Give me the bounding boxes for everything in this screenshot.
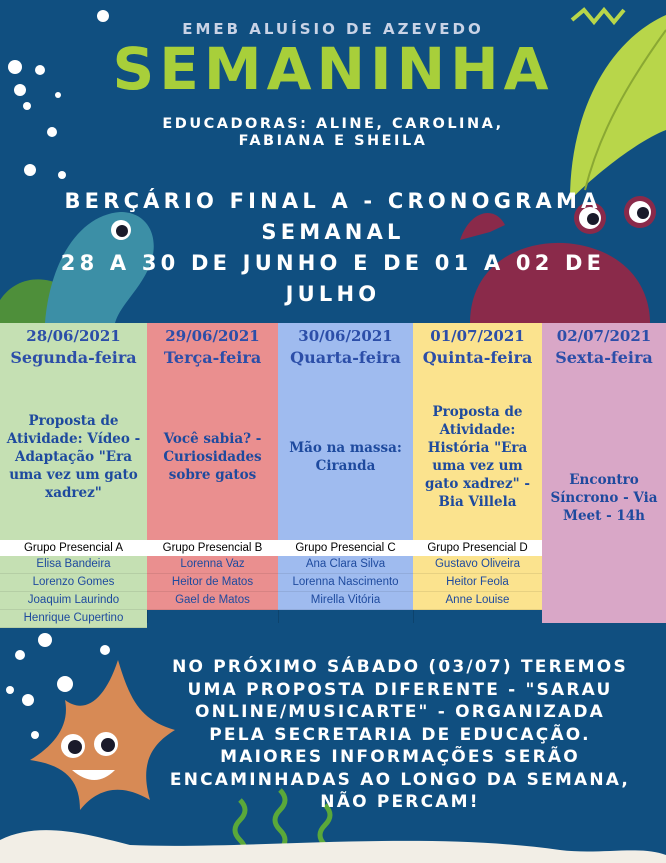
student-name: Gustavo Oliveira <box>413 556 542 574</box>
schedule-table <box>0 323 666 623</box>
column-date: 30/06/2021 <box>298 327 393 345</box>
announcement-line: NO PRÓXIMO SÁBADO (03/07) TEREMOS <box>172 657 628 677</box>
announcement-line: MAIORES INFORMAÇÕES SERÃO <box>220 747 580 767</box>
student-list <box>147 556 278 610</box>
schedule-column-wednesday <box>278 323 414 623</box>
school-name: EMEB ALUÍSIO DE AZEVEDO <box>182 20 484 38</box>
student-name: Gael de Matos <box>147 592 278 610</box>
column-day: Segunda-feira <box>10 348 137 367</box>
student-name: Lorenzo Gomes <box>0 574 147 592</box>
column-date: 29/06/2021 <box>165 327 260 345</box>
group-header: Grupo Presencial A <box>0 540 147 556</box>
column-date: 01/07/2021 <box>430 327 525 345</box>
student-name: Elisa Bandeira <box>0 556 147 574</box>
student-name: Henrique Cupertino <box>0 610 147 628</box>
student-name: Lorenna Nascimento <box>278 574 413 592</box>
schedule-subtitle <box>22 186 644 310</box>
column-header <box>278 323 413 373</box>
column-day: Quinta-feira <box>422 348 533 367</box>
column-header <box>413 323 542 373</box>
educators-line: FABIANA E SHEILA <box>238 133 428 149</box>
educators-line: EDUCADORAS: ALINE, CAROLINA, <box>162 116 504 132</box>
announcement-line: NÃO PERCAM! <box>320 792 480 812</box>
student-name: Mirella Vitória <box>278 592 413 610</box>
student-name: Lorenna Vaz <box>147 556 278 574</box>
activity-cell: Proposta de Atividade: História "Era uma vez um gato xadrez" - Bia Villela <box>413 373 542 540</box>
column-header <box>0 323 147 373</box>
schedule-column-thursday <box>413 323 543 623</box>
activity-cell: Mão na massa: Ciranda <box>278 373 413 540</box>
student-name: Ana Clara Silva <box>278 556 413 574</box>
announcement-line: UMA PROPOSTA DIFERENTE - "SARAU <box>187 679 613 700</box>
column-day: Quarta-feira <box>290 348 401 367</box>
subtitle-line: SEMANAL <box>261 220 405 244</box>
schedule-column-friday <box>542 323 666 623</box>
group-header: Grupo Presencial D <box>413 540 542 556</box>
student-list <box>413 556 542 610</box>
page-title: SEMANINHA <box>112 35 554 103</box>
schedule-column-monday <box>0 323 148 623</box>
subtitle-line: JULHO <box>285 282 381 306</box>
column-day: Sexta-feira <box>555 348 653 367</box>
announcement <box>140 656 660 814</box>
student-name: Joaquim Laurindo <box>0 592 147 610</box>
group-header: Grupo Presencial C <box>278 540 413 556</box>
announcement-line: PELA SECRETARIA DE EDUCAÇÃO. <box>209 724 591 745</box>
student-name: Heitor de Matos <box>147 574 278 592</box>
activity-cell: Encontro Síncrono - Via Meet - 14h <box>542 373 666 623</box>
group-header: Grupo Presencial B <box>147 540 278 556</box>
announcement-line: ONLINE/MUSICARTE" - ORGANIZADA <box>194 702 606 722</box>
sand-illustration <box>0 830 666 863</box>
column-header <box>147 323 278 373</box>
column-date: 02/07/2021 <box>556 327 652 345</box>
subtitle-line: BERÇÁRIO FINAL A - CRONOGRAMA <box>64 189 602 213</box>
student-name: Anne Louise <box>413 592 542 610</box>
activity-cell: Você sabia? - Curiosidades sobre gatos <box>147 373 278 540</box>
student-name: Heitor Feola <box>413 574 542 592</box>
schedule-column-tuesday <box>147 323 279 623</box>
column-day: Terça-feira <box>163 348 262 367</box>
announcement-line: ENCAMINHADAS AO LONGO DA SEMANA, <box>169 769 631 790</box>
column-date: 28/06/2021 <box>26 327 121 345</box>
educators <box>0 116 666 150</box>
student-list <box>278 556 413 610</box>
subtitle-line: 28 A 30 DE JUNHO E DE 01 A 02 DE <box>60 251 606 275</box>
activity-cell: Proposta de Atividade: Vídeo - Adaptação "Era uma vez um gato xadrez" <box>0 373 147 540</box>
column-header <box>542 323 666 373</box>
student-list <box>0 556 147 628</box>
